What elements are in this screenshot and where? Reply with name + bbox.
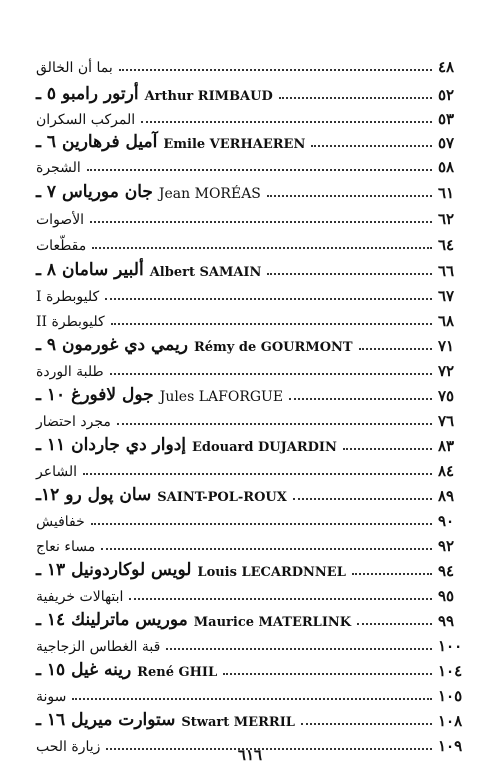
entry-page-number: ١٠٠ <box>438 637 463 655</box>
toc-entry[interactable] <box>36 656 464 680</box>
poem-title: قبة الغطاس الزجاجية <box>36 639 161 655</box>
entry-page-number: ٦٤ <box>438 236 455 254</box>
toc-entry[interactable] <box>36 481 464 505</box>
poem-title: الأصوات <box>36 212 85 228</box>
poet-name-latin: Arthur RIMBAUD <box>144 89 273 104</box>
poet-name-latin: Rémy de GOURMONT <box>193 340 353 355</box>
poet-name-arabic: ريمي دي غورمون <box>62 335 188 355</box>
entry-title <box>36 689 66 705</box>
entry-title <box>36 539 95 555</box>
entry-number: ١٣ ـ <box>36 560 66 580</box>
toc-sub-entry[interactable] <box>36 152 464 176</box>
toc-sub-entry[interactable] <box>36 631 464 655</box>
entry-title <box>36 260 261 280</box>
dot-leader <box>359 348 432 350</box>
poet-name-arabic: رينه غيل <box>71 660 132 680</box>
entry-page-number: ٥٨ <box>438 158 455 176</box>
entry-title <box>36 182 261 202</box>
poet-name-arabic: ألبير سامان <box>62 260 144 280</box>
entry-title <box>36 289 99 305</box>
entry-page-number: ٩٢ <box>438 537 455 555</box>
toc-sub-entry[interactable] <box>36 230 464 254</box>
dot-leader <box>101 548 432 550</box>
entry-page-number: ٤٨ <box>438 58 455 76</box>
poem-title: طلبة الوردة <box>36 364 104 380</box>
dot-leader <box>111 323 432 325</box>
dot-leader <box>289 398 432 400</box>
poem-title: الشجرة <box>36 160 81 176</box>
poem-title: مجرد احتضار <box>36 414 111 430</box>
toc-sub-entry[interactable] <box>36 204 464 228</box>
poet-name-arabic: جول لافورغ <box>71 385 154 405</box>
entry-page-number: ٨٩ <box>438 487 455 505</box>
poet-name-arabic: لويس لوكاردونيل <box>71 560 192 580</box>
entry-page-number: ٧٥ <box>438 387 455 405</box>
poet-name-latin: Jean MORÉAS <box>158 186 261 202</box>
toc-entry[interactable] <box>36 706 464 730</box>
toc-entry[interactable] <box>36 556 464 580</box>
dot-leader <box>279 97 432 99</box>
entry-page-number: ٩٠ <box>438 512 455 530</box>
poet-name-arabic: موريس ماترلينك <box>71 610 188 630</box>
poet-name-latin: Albert SAMAIN <box>149 265 262 280</box>
entry-page-number: ٩٤ <box>438 562 455 580</box>
entry-page-number: ١٠٥ <box>438 687 463 705</box>
poem-title: المركب السكران <box>36 112 136 128</box>
dot-leader <box>141 121 432 123</box>
entry-page-number: ٥٢ <box>438 86 455 104</box>
dot-leader <box>267 195 432 197</box>
entry-number: ١٢ـ <box>36 485 60 505</box>
entry-title <box>36 132 305 152</box>
dot-leader <box>301 723 432 725</box>
poem-title: الشاعر <box>36 464 77 480</box>
poem-title: خفافيش <box>36 514 85 530</box>
poem-title: سونة <box>36 689 67 705</box>
poem-title: كليوبطرة II <box>36 314 105 330</box>
poem-title: مساء نعاج <box>36 539 96 555</box>
entry-title <box>36 112 135 128</box>
entry-number: ٩ ـ <box>36 335 57 355</box>
entry-number: ١٤ ـ <box>36 610 66 630</box>
entry-number: ١١ ـ <box>36 435 66 455</box>
toc-sub-entry[interactable] <box>36 581 464 605</box>
entry-title <box>36 435 337 455</box>
dot-leader <box>87 169 432 171</box>
toc-sub-entry[interactable] <box>36 52 464 76</box>
entry-title <box>36 610 351 630</box>
entry-title <box>36 639 160 655</box>
entry-title <box>36 589 123 605</box>
poet-name-arabic: إدوار دي جاردان <box>71 435 186 455</box>
dot-leader <box>72 698 432 700</box>
dot-leader <box>357 623 432 625</box>
poet-name-latin: Stwart MERRIL <box>181 715 295 730</box>
toc-entry[interactable] <box>36 80 464 104</box>
poet-name-latin: Edouard DUJARDIN <box>192 440 337 455</box>
toc-sub-entry[interactable] <box>36 456 464 480</box>
dot-leader <box>129 598 432 600</box>
dot-leader <box>83 473 432 475</box>
entry-title <box>36 60 113 76</box>
toc-entry[interactable] <box>36 178 464 202</box>
poet-name-latin: Jules LAFORGUE <box>159 389 284 405</box>
entry-number: ٦ ـ <box>36 132 57 152</box>
toc-sub-entry[interactable] <box>36 406 464 430</box>
poet-name-arabic: أرتور رامبو <box>62 84 139 104</box>
poet-name-arabic: ستوارت ميريل <box>71 710 176 730</box>
dot-leader <box>92 247 432 249</box>
entry-number: ٥ ـ <box>36 84 57 104</box>
entry-page-number: ٦٨ <box>438 312 455 330</box>
poet-name-latin: Maurice MATERLINK <box>193 615 352 630</box>
dot-leader <box>90 221 432 223</box>
poet-name-latin: Louis LECARDNNEL <box>197 565 346 580</box>
entry-page-number: ٥٧ <box>438 134 455 152</box>
entry-title <box>36 364 104 380</box>
poet-name-arabic: آميل فرهارين <box>62 132 158 152</box>
dot-leader <box>343 448 432 450</box>
entry-title <box>36 314 105 330</box>
entry-page-number: ٧٦ <box>438 412 455 430</box>
dot-leader <box>91 523 432 525</box>
entry-page-number: ٩٥ <box>438 587 455 605</box>
entry-title <box>36 160 81 176</box>
toc-entry[interactable] <box>36 431 464 455</box>
poem-title: مقطّعات <box>36 238 87 254</box>
entry-title <box>36 335 353 355</box>
toc-sub-entry[interactable] <box>36 104 464 128</box>
toc-sub-entry[interactable] <box>36 506 464 530</box>
entry-number: ١٥ ـ <box>36 660 66 680</box>
entry-page-number: ٧١ <box>438 337 455 355</box>
entry-number: ١٦ ـ <box>36 710 66 730</box>
toc-sub-entry[interactable] <box>36 281 464 305</box>
entry-title <box>36 238 86 254</box>
entry-title <box>36 212 84 228</box>
entry-page-number: ٩٩ <box>438 612 455 630</box>
toc-entry[interactable] <box>36 128 464 152</box>
toc-sub-entry[interactable] <box>36 681 464 705</box>
entry-title <box>36 414 111 430</box>
poem-title: بما أن الخالق <box>36 60 113 76</box>
dot-leader <box>117 423 432 425</box>
entry-page-number: ٦١ <box>438 184 455 202</box>
toc-entry[interactable] <box>36 381 464 405</box>
entry-number: ٧ ـ <box>36 182 57 202</box>
entry-page-number: ٦٢ <box>438 210 455 228</box>
page-number-footer: ٦١٦ <box>237 746 263 764</box>
toc-sub-entry[interactable] <box>36 356 464 380</box>
dot-leader <box>352 573 432 575</box>
entry-page-number: ٥٣ <box>438 110 455 128</box>
entry-title <box>36 84 273 104</box>
entry-title <box>36 710 295 730</box>
poem-title: كليوبطرة I <box>36 289 100 305</box>
toc-entry[interactable] <box>36 606 464 630</box>
entry-page-number: ٦٧ <box>438 287 455 305</box>
entry-page-number: ٦٦ <box>438 262 455 280</box>
poet-name-latin: René GHIL <box>137 665 218 680</box>
toc-sub-entry[interactable] <box>36 531 464 555</box>
entry-page-number: ١٠٤ <box>438 662 463 680</box>
entry-page-number: ١٠٨ <box>438 712 463 730</box>
toc-entry[interactable] <box>36 331 464 355</box>
dot-leader <box>311 145 432 147</box>
dot-leader <box>293 498 432 500</box>
poet-name-arabic: سان پول رو <box>65 485 152 505</box>
entry-title <box>36 464 77 480</box>
dot-leader <box>110 373 432 375</box>
entry-title <box>36 660 217 680</box>
entry-title <box>36 514 85 530</box>
entry-page-number: ٨٣ <box>438 437 455 455</box>
dot-leader <box>267 273 432 275</box>
entry-title <box>36 385 283 405</box>
poet-name-latin: Emile VERHAEREN <box>163 137 306 152</box>
entry-number: ١٠ ـ <box>36 385 66 405</box>
poem-title: ابتهالات خريفية <box>36 589 124 605</box>
toc-entry[interactable] <box>36 256 464 280</box>
entry-page-number: ١٠٩ <box>438 737 463 755</box>
entry-page-number: ٨٤ <box>438 462 455 480</box>
dot-leader <box>119 69 432 71</box>
entry-title <box>36 560 346 580</box>
entry-page-number: ٧٢ <box>438 362 455 380</box>
poet-name-arabic: جان موریاس <box>62 182 153 202</box>
dot-leader <box>223 673 432 675</box>
entry-number: ٨ ـ <box>36 260 57 280</box>
dot-leader <box>105 298 432 300</box>
dot-leader <box>166 648 432 650</box>
toc-sub-entry[interactable] <box>36 306 464 330</box>
entry-title <box>36 485 287 505</box>
poet-name-latin: SAINT-POL-ROUX <box>157 490 287 505</box>
poem-title: زيارة الحب <box>36 739 101 755</box>
